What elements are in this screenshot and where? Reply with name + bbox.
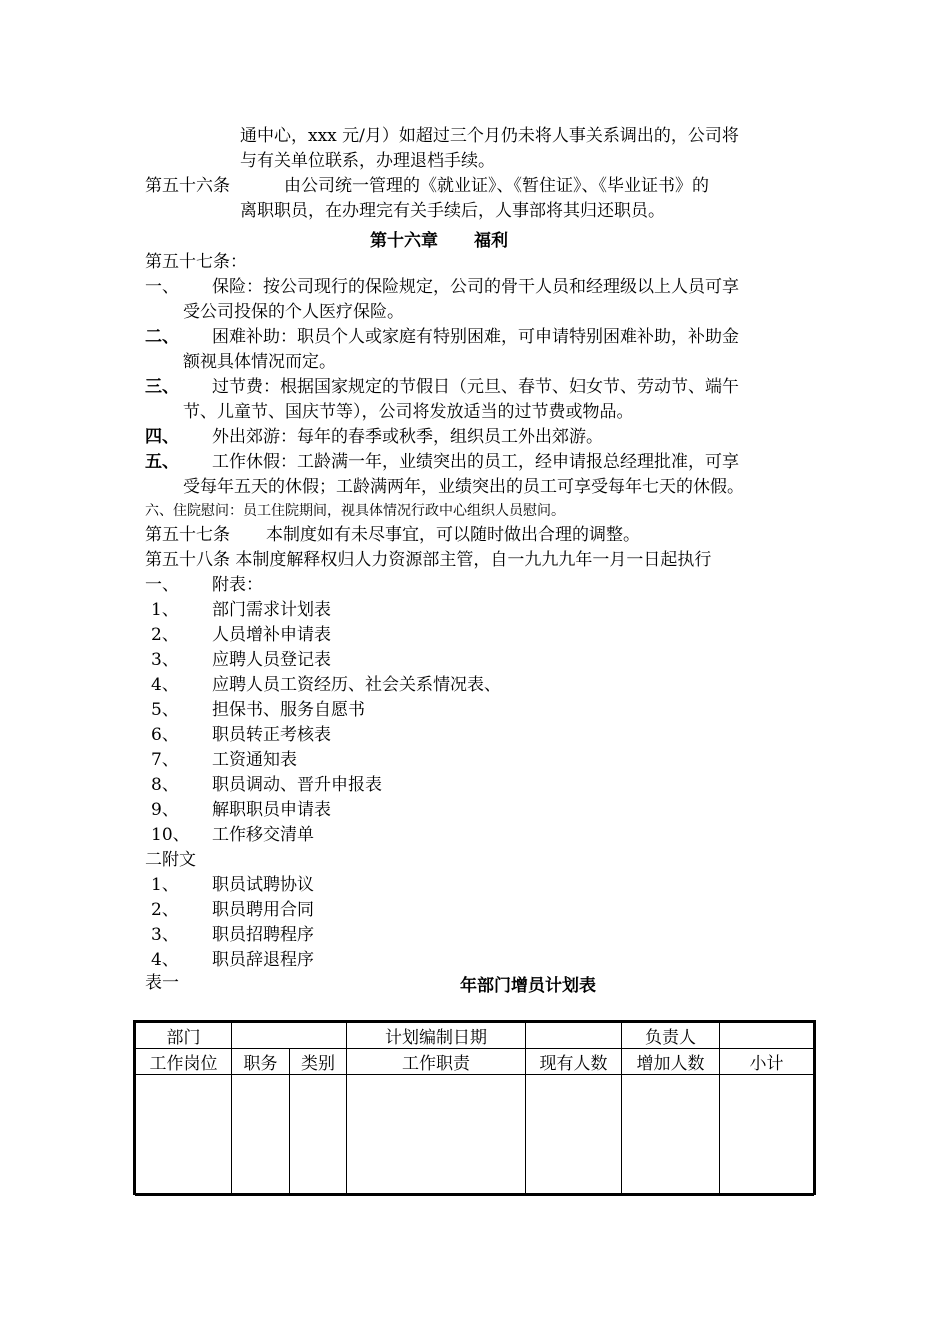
list-item-number: 3、 xyxy=(151,650,179,670)
department-value xyxy=(232,1023,347,1049)
list-item-number: 1、 xyxy=(151,875,179,895)
list-item-number: 10、 xyxy=(151,825,190,845)
list-item-number: 9、 xyxy=(151,800,179,820)
article-57b-label: 第五十七条 xyxy=(145,525,230,545)
table-cell xyxy=(720,1075,814,1196)
item-5-number: 五、 xyxy=(145,452,179,472)
header-subtotal: 小计 xyxy=(720,1049,814,1075)
responsible-value xyxy=(720,1023,814,1049)
list-item: 人员增补申请表 xyxy=(212,625,331,645)
list-item: 职员试聘协议 xyxy=(212,875,314,895)
table-cell xyxy=(526,1075,622,1196)
item-1-continuation: 受公司投保的个人医疗保险。 xyxy=(183,302,404,322)
item-2-number: 二、 xyxy=(145,327,179,347)
article-57-heading: 第五十七条： xyxy=(145,252,247,272)
item-5-continuation: 受每年五天的休假；工龄满两年，业绩突出的员工可享受每年七天的休假。 xyxy=(183,477,744,497)
list-item: 担保书、服务自愿书 xyxy=(212,700,365,720)
table-cell xyxy=(290,1075,347,1196)
item-3-continuation: 节、儿童节、国庆节等），公司将发放适当的过节费或物品。 xyxy=(183,402,634,422)
responsible-label: 负责人 xyxy=(622,1023,720,1049)
table-title: 年部门增员计划表 xyxy=(460,976,596,996)
list-item: 解职职员申请表 xyxy=(212,800,331,820)
list-item: 职员招聘程序 xyxy=(212,925,314,945)
list-item: 职员调动、晋升申报表 xyxy=(212,775,382,795)
article-58-text: 第五十八条 本制度解释权归人力资源部主管，自一九九九年一月一日起执行 xyxy=(145,550,712,570)
chapter-heading xyxy=(370,226,508,251)
item-6-text: 六、住院慰问：员工住院期间，视具体情况行政中心组织人员慰问。 xyxy=(145,503,565,519)
table-cell xyxy=(232,1075,290,1196)
item-3-number: 三、 xyxy=(145,377,179,397)
header-duties: 工作职责 xyxy=(347,1049,526,1075)
item-2-continuation: 额视具体情况而定。 xyxy=(183,352,336,372)
list-item-number: 2、 xyxy=(151,900,179,920)
list-item: 应聘人员工资经历、社会关系情况表、 xyxy=(212,675,501,695)
table-row xyxy=(136,1023,814,1049)
list-item-number: 8、 xyxy=(151,775,179,795)
table-cell xyxy=(136,1075,232,1196)
list-item: 工资通知表 xyxy=(212,750,297,770)
list-item: 部门需求计划表 xyxy=(212,600,331,620)
article-56-continuation: 离职职员，在办理完有关手续后，人事部将其归还职员。 xyxy=(240,201,665,221)
chapter-name: 福利 xyxy=(474,231,508,251)
list-item-number: 7、 xyxy=(151,750,179,770)
list-item-number: 4、 xyxy=(151,675,179,695)
list-item: 职员转正考核表 xyxy=(212,725,331,745)
appendix-label: 二附文 xyxy=(145,850,196,870)
chapter-number: 第十六章 xyxy=(370,231,438,251)
list-item-number: 2、 xyxy=(151,625,179,645)
item-3-text: 过节费：根据国家规定的节假日（元旦、春节、妇女节、劳动节、端午 xyxy=(212,377,739,397)
table-cell xyxy=(622,1075,720,1196)
list-item: 职员辞退程序 xyxy=(212,950,314,970)
item-5-text: 工作休假：工龄满一年，业绩突出的员工，经申请报总经理批准，可享 xyxy=(212,452,739,472)
list-item: 应聘人员登记表 xyxy=(212,650,331,670)
article-57b-text: 本制度如有未尽事宜，可以随时做出合理的调整。 xyxy=(266,525,640,545)
header-category: 类别 xyxy=(290,1049,347,1075)
list-item-number: 5、 xyxy=(151,700,179,720)
item-1-text: 保险：按公司现行的保险规定，公司的骨干人员和经理级以上人员可享 xyxy=(212,277,739,297)
header-position: 工作岗位 xyxy=(136,1049,232,1075)
article-56-text: 由公司统一管理的《就业证》、《暂住证》、《毕业证书》的 xyxy=(284,176,709,196)
item-4-text: 外出郊游：每年的春季或秋季，组织员工外出郊游。 xyxy=(212,427,603,447)
list-item-number: 3、 xyxy=(151,925,179,945)
table-row xyxy=(136,1075,814,1196)
attachments-number: 一、 xyxy=(145,575,179,595)
list-item-number: 4、 xyxy=(151,950,179,970)
list-item-number: 1、 xyxy=(151,600,179,620)
table-header-row xyxy=(136,1049,814,1075)
list-item: 职员聘用合同 xyxy=(212,900,314,920)
plan-date-value xyxy=(526,1023,622,1049)
header-title: 职务 xyxy=(232,1049,290,1075)
plan-date-label: 计划编制日期 xyxy=(347,1023,526,1049)
item-2-text: 困难补助：职员个人或家庭有特别困难，可申请特别困难补助，补助金 xyxy=(212,327,739,347)
list-item-number: 6、 xyxy=(151,725,179,745)
table-label: 表一 xyxy=(145,973,179,993)
item-1-number: 一、 xyxy=(145,277,179,297)
header-added-count: 增加人数 xyxy=(622,1049,720,1075)
attachments-label: 附表： xyxy=(212,575,263,595)
staffing-plan-table xyxy=(133,1020,816,1195)
item-4-number: 四、 xyxy=(145,427,179,447)
table-cell xyxy=(347,1075,526,1196)
article-56-label: 第五十六条 xyxy=(145,176,230,196)
department-label: 部门 xyxy=(136,1023,232,1049)
paragraph-line: 通中心，xxx 元/月）如超过三个月仍未将人事关系调出的，公司将 xyxy=(240,126,739,146)
list-item: 工作移交清单 xyxy=(212,825,314,845)
header-current-count: 现有人数 xyxy=(526,1049,622,1075)
paragraph-line: 与有关单位联系，办理退档手续。 xyxy=(240,151,495,171)
